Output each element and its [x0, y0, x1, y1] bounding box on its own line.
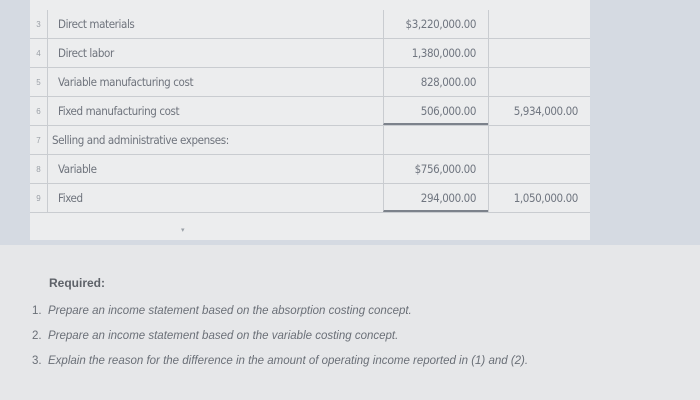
requirements-list	[32, 299, 528, 374]
row-total	[488, 39, 590, 67]
table-row	[30, 10, 590, 39]
row-number: 6	[30, 97, 48, 125]
table-row	[30, 39, 590, 68]
row-number: 3	[30, 10, 48, 38]
table-row	[30, 126, 590, 155]
row-amount: $3,220,000.00	[383, 10, 488, 38]
row-total	[488, 126, 590, 154]
requirement-text: Prepare an income statement based on the absorption costing concept.	[48, 305, 412, 317]
row-total: 5,934,000.00	[488, 97, 590, 125]
row-label: Variable manufacturing cost	[58, 75, 194, 89]
requirement-text: Prepare an income statement based on the variable costing concept.	[48, 330, 399, 342]
requirement-number: 1.	[32, 305, 42, 317]
requirement-number: 2.	[32, 330, 42, 342]
row-number: 8	[30, 155, 48, 183]
row-total	[488, 10, 590, 38]
row-amount	[383, 126, 488, 154]
row-total	[488, 68, 590, 96]
row-amount: 294,000.00	[383, 184, 488, 212]
table-row	[30, 68, 590, 97]
row-amount: $756,000.00	[383, 155, 488, 183]
row-label: Selling and administrative expenses:	[52, 133, 229, 147]
requirement-item	[32, 299, 528, 324]
row-label: Direct labor	[58, 46, 114, 60]
row-amount: 506,000.00	[383, 97, 488, 125]
row-label: Fixed manufacturing cost	[58, 104, 180, 118]
row-amount: 828,000.00	[383, 68, 488, 96]
requirement-text: Explain the reason for the difference in the amount of operating income reported in (1) and (2).	[48, 355, 529, 367]
row-label: Variable	[58, 162, 97, 176]
row-total	[488, 155, 590, 183]
resize-handle-icon[interactable]: ▾	[181, 227, 185, 234]
row-number: 4	[30, 39, 48, 67]
table-row	[30, 97, 590, 126]
row-amount: 1,380,000.00	[383, 39, 488, 67]
table-row	[30, 155, 590, 184]
row-number: 9	[30, 184, 48, 212]
requirement-item	[32, 349, 528, 374]
row-label: Fixed	[58, 191, 83, 205]
table-row	[30, 184, 590, 213]
row-label: Direct materials	[58, 17, 135, 31]
row-number: 7	[30, 126, 48, 154]
requirement-item	[32, 324, 528, 349]
requirement-number: 3.	[32, 355, 42, 367]
row-number: 5	[30, 68, 48, 96]
required-heading: Required:	[49, 276, 106, 290]
row-total: 1,050,000.00	[488, 184, 590, 212]
